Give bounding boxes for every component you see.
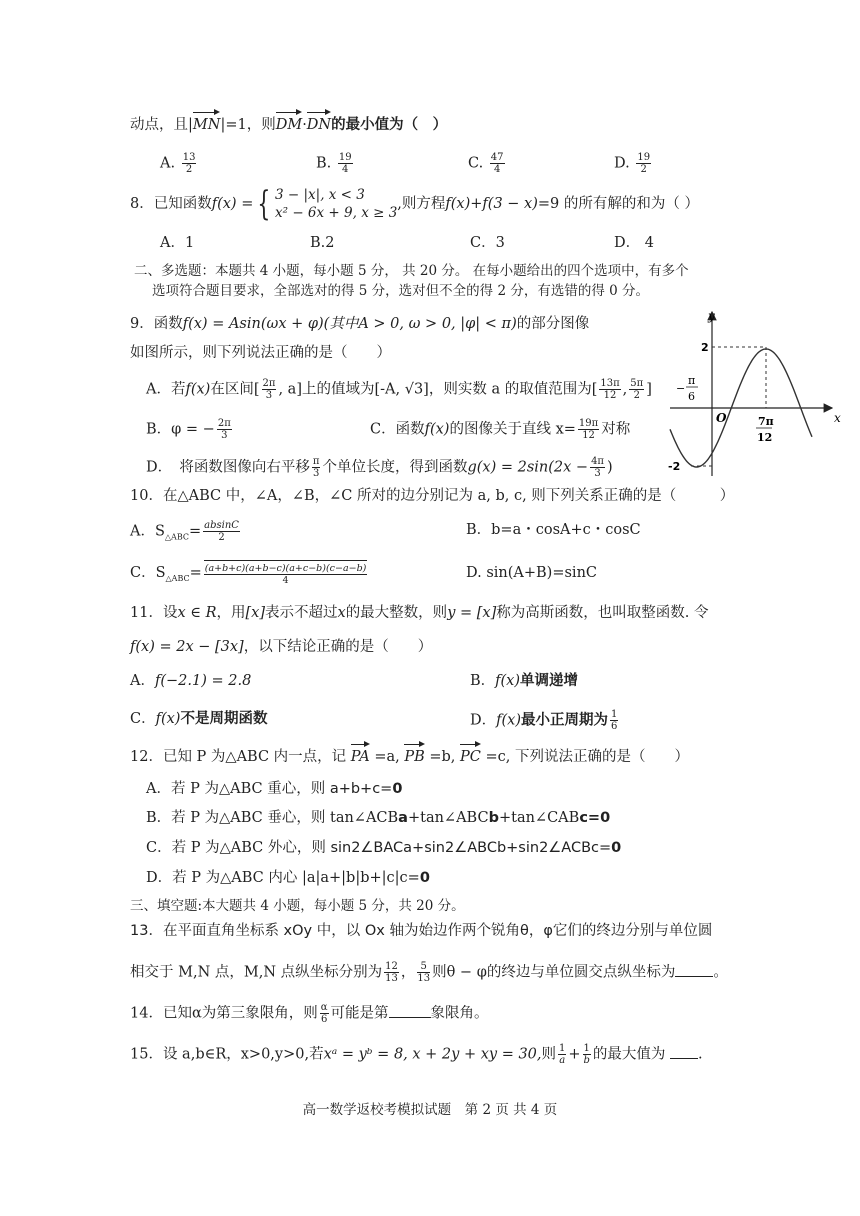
q12-option-a: A．若 P 为△ABC 重心，则 a+b+c=0 [146,781,403,797]
max-label: 2 [701,341,709,354]
q9-option-d: D． 将函数图像向右平移 $\frac{\pi}{3}$ 个单位长度，得到函数g(x) = 2sin(2x − $\frac{4\pi}{3}$ ) [146,456,613,479]
section2-heading-line2: 选项符合题目要求，全部选对的得 5 分，选对但不全的得 2 分，有选错的得 0 分。 [152,283,650,299]
vector-dm: DM [276,111,302,135]
q11-option-a: A．f(−2.1) = 2.8 [130,673,252,689]
pos-tick-den: 12 [757,431,773,444]
q7-option-d: D. $\frac{19}{2}$ [614,152,651,175]
neg-tick-sign: − [676,382,686,395]
y-axis-label: y [708,309,715,323]
x-axis-label: x [834,411,841,425]
origin-label: O [716,411,727,425]
q9-sine-graph [662,308,842,480]
q9-option-b: B．φ = − $\frac{2\pi}{3}$ [146,418,231,441]
q12-option-c: C．若 P 为△ABC 外心，则 sin2∠BACa+sin2∠ABCb+sin2∠ACBc=0 [146,840,622,856]
q7-option-b: B. $\frac{19}{4}$ [316,152,352,175]
q13-answer-blank[interactable] [675,962,713,977]
q13-stem-line2: 相交于 M,N 点，M,N 点纵坐标分别为 $\frac{12}{13}$ ， $\frac{5}{13}$ 则θ − φ的终边与单位圆交点纵坐标为 。 [130,961,728,984]
q12-option-d: D．若 P 为△ABC 内心 |a|a+|b|b+|c|c=0 [146,870,430,886]
q11-stem: 11．设x ∈ R，用[x]表示不超过x的最大整数，则y = [x]称为高斯函数，也叫取整函数. 令 [130,605,709,621]
q8-option-a: A．1 [160,235,195,251]
q11-option-d: D．f(x)最小正周期为 $\frac{1}{6}$ [470,709,618,732]
q10-option-b: B．b=a・cosA+c・cosC [466,522,641,538]
section3-heading: 三、填空题:本大题共 4 小题，每小题 5 分，共 20 分。 [130,898,465,914]
q9-option-c: C．函数f(x)的图像关于直线 x= $\frac{19\pi}{12}$ 对称 [370,418,631,441]
q7-option-c: C. $\frac{47}{4}$ [468,152,504,175]
q9-stem-line2: 如图所示，则下列说法正确的是（ ） [130,345,391,361]
q12-option-b: B．若 P 为△ABC 垂心，则 tan∠ACBa+tan∠ABCb+tan∠CABc=0 [146,810,611,826]
q10-stem: 10．在△ABC 中，∠A，∠B，∠C 所对的边分别记为 a, b, c, 则下列关系正确的是（ ） [130,488,735,504]
q10-option-d: D. sin(A+B)=sinC [466,565,597,581]
q10-option-a: A．$S_{\triangle ABC}=$ $\frac{absinC}{2}$ [130,520,239,543]
q8-option-b: B.2 [310,235,335,251]
q9-option-a: A．若f(x)在区间[ $\frac{2\pi}{3}$ , a]上的值域为[-A, √3]，则实数 a 的取值范围为[ $\frac{13\pi}{12}$ , $\frac{5\pi}{2}$ ] [146,378,652,401]
neg-tick-den: 6 [688,390,695,403]
q11-stem-line2: f(x) = 2x − [3x]，以下结论正确的是（ ） [130,639,433,655]
q15-stem: 15．设 a,b∈R，x>0,y>0,若xᵃ = yᵇ = 8, x + 2y + xy = 30,则 $\frac{1}{a}$ + $\frac{1}{b}$ 的最大值为 . [130,1043,703,1066]
vector-mn: MN [193,111,221,135]
q8-stem: 8．已知函数f(x) = { 3 − |x|, x < 3 x² − 6x + 9, x ≥ 3 ,则方程f(x)+f(3 − x)=9 的所有解的和为（ ） [130,184,699,224]
section2-heading: 二、多选题：本题共 4 小题，每小题 5 分， 共 20 分。 在每小题给出的四个选项中，有多个 [134,263,689,279]
q8-option-c: C．3 [470,235,505,251]
q11-option-c: C．f(x)不是周期函数 [130,711,268,727]
q13-stem: 13．在平面直角坐标系 xOy 中，以 Ox 轴为始边作两个锐角θ，φ它们的终边分别与单位圆 [130,923,713,939]
page-footer: 高一数学返校考模拟试题 第 2 页 共 4 页 [302,1102,558,1118]
q15-answer-blank[interactable] [670,1044,698,1059]
neg-tick-num: π [688,374,696,387]
vector-dn: DN [307,111,331,135]
q14-answer-blank[interactable] [389,1003,431,1018]
vector-pc: PC [460,743,481,767]
q14-stem: 14．已知α为第三象限角，则 $\frac{\alpha}{6}$ 可能是第 象限角。 [130,1002,489,1025]
q11-option-b: B．f(x)单调递增 [470,673,579,689]
pos-tick-num: 7π [758,415,774,428]
q8-option-d: D． 4 [614,235,654,251]
q7-stem: 动点，且|MN|=1，则DM·DN的最小值为（ ） [130,111,447,135]
q9-stem: 9．函数f(x) = Asin(ωx + φ)(其中A > 0, ω > 0, |φ| < π)的部分图像 [130,316,590,332]
min-label: -2 [668,460,681,473]
q7-option-a: A. $\frac{13}{2}$ [160,152,196,175]
q10-option-c: C．$S_{\triangle ABC}=$ $\frac{(a+b+c)(a+b-c)(a+c-b)(c-a-b)}{4}$ [130,560,369,589]
vector-pb: PB [404,743,424,767]
vector-pa: PA [351,743,370,767]
q12-stem: 12．已知 P 为△ABC 内一点，记 PA =a, PB =b, PC =c, 下列说法正确的是（ ） [130,743,689,767]
